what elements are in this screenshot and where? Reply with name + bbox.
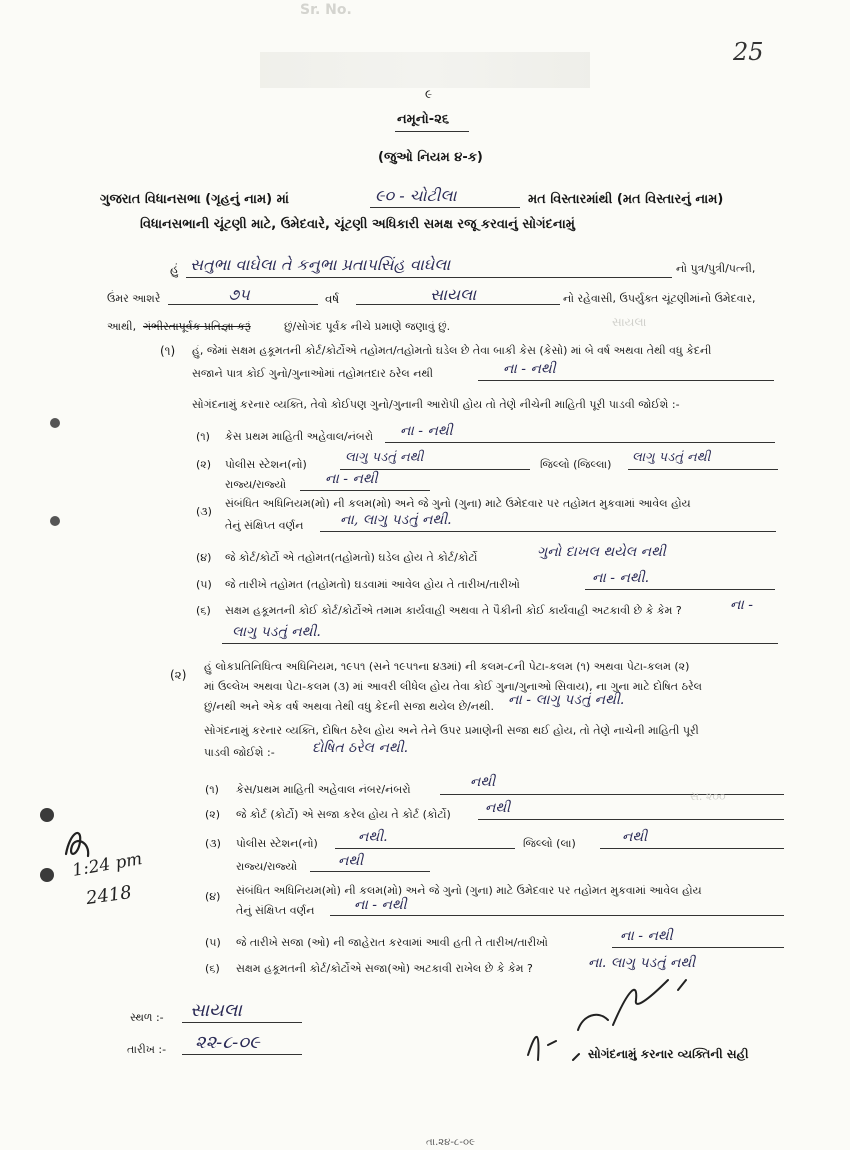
s2-i2-line xyxy=(478,819,784,820)
s2-i1-num: (૧) xyxy=(205,783,219,796)
s2-i4-fill: ના - નથી xyxy=(354,897,407,913)
stamp-fragment-2: સ. ૨૦૦ xyxy=(690,790,726,803)
s1-i2-line xyxy=(340,469,530,470)
s1-fill-line xyxy=(478,380,774,381)
s2-text-c-fill: ના - લાગુ પડતું નથી. xyxy=(508,692,625,708)
s2-i4-line xyxy=(330,915,784,916)
s1-i2-dist-fill: લાગુ પડતું નથી xyxy=(632,450,711,465)
corner-number: 25 xyxy=(733,38,764,66)
s1-i2-state-fill: ના - નથી xyxy=(325,471,378,487)
s1-i4-label: જે કોર્ટ/કોર્ટો એ તહોમત(તહોમતો) ઘડેલ હોય તે કોર્ટ/કોર્ટો xyxy=(225,551,478,564)
stamp-fragment-1: સાયલા xyxy=(612,315,647,329)
resident-label: નો રહેવાસી, ઉપર્યુક્ત ચૂંટણીમાંનો ઉમેદવાર, xyxy=(563,292,756,305)
place-line xyxy=(182,1022,302,1023)
s1-i4-fill: ગુનો દાખલ થયેલ નથી xyxy=(537,544,666,560)
s1-i5-fill: ના - નથી. xyxy=(592,570,650,586)
s1-i2-label: પોલીસ સ્ટેશન(નો) xyxy=(225,458,307,471)
intro-l3-pre: આથી, xyxy=(107,320,137,333)
s2-i4-num: (૪) xyxy=(205,890,221,903)
s2-i6-label: સક્ષમ હકૂમતની કોર્ટ/કોર્ટોએ સજા(ઓ) અટકાવી રાખેલ છે કે કેમ ? xyxy=(236,962,533,975)
s1-i5-num: (૫) xyxy=(196,578,212,591)
s2-i3-line xyxy=(335,848,515,849)
ghost-banner xyxy=(260,52,590,88)
s1-i3-label-b: તેનું સંક્ષિપ્ત વર્ણન xyxy=(225,519,304,532)
s1-i6-fill-a: ના - xyxy=(730,597,754,613)
s2-text-b: માં ઉલ્લેખ અથવા પેટા-કલમ (૩) માં આવરી લીધેલ હોય તેવા કોઈ ગુના/ગુનાઓ સિવાય), ના ગુના માટે દોષિત ઠરેલ xyxy=(204,680,702,693)
intro-hu: હું xyxy=(170,262,179,276)
age-line xyxy=(168,304,318,305)
s1-i5-line xyxy=(585,589,775,590)
s1-i1-num: (૧) xyxy=(196,430,210,443)
constituency-fill: ૯૦ - ચોટીલા xyxy=(375,186,457,205)
years-label: વર્ષ xyxy=(325,292,340,306)
s2-i3-state-fill: નથી xyxy=(338,853,364,869)
s1-i6-label: સક્ષમ હકૂમતની કોઈ કોર્ટ/કોર્ટોએ તમામ કાર્યવાહી અથવા તે પૈકીની કોઈ કાર્યવાહી અટકાવી છે કે કેમ ? xyxy=(225,604,682,617)
ghost-serial: Sr. No. xyxy=(300,2,352,18)
s1-i2-state-line xyxy=(300,490,430,491)
heading-line1-b: મત વિસ્તારમાંથી (મત વિસ્તારનું નામ) xyxy=(528,192,724,207)
title-underline xyxy=(395,131,469,132)
s1-i3-line xyxy=(320,531,776,532)
s1-i1-fill: ના - નથી xyxy=(400,423,453,439)
intro-l3-struck: ગંભીરતાપૂર્વક પ્રતિજ્ઞા કરૂં xyxy=(143,320,251,333)
s1-i3-num: (૩) xyxy=(196,505,212,518)
binder-hole xyxy=(50,516,60,526)
margin-number: 2418 xyxy=(84,881,134,910)
town-value: સાયલા xyxy=(430,285,477,304)
s2-i2-fill: નથી xyxy=(485,800,511,816)
age-label: ઉંમર આશરે xyxy=(107,292,161,305)
s1-i1-label: કેસ પ્રથમ માહિતી અહેવાલ/નંબરો xyxy=(225,430,374,443)
age-value: ૭૫ xyxy=(228,285,250,304)
s1-i4-num: (૪) xyxy=(196,551,212,564)
binder-hole xyxy=(40,808,54,822)
s2-i1-line xyxy=(440,794,784,795)
s1-text-a: હું, જેમાં સક્ષમ હકૂમતની કોર્ટ/કોર્ટોએ તહોમત/તહોમતો ઘડેલ છે તેવા બાકી કેસ (કેસો) માં બે વર્ષ અથવા તેથી વધુ કેદની xyxy=(192,344,712,357)
s2-i2-num: (૨) xyxy=(205,808,221,821)
s2-i3-label: પોલીસ સ્ટેશન(નો) xyxy=(236,837,318,850)
s2-text-a: હું લોકપ્રતિનિધિત્વ અધિનિયમ, ૧૯૫૧ (સને ૧૯૫૧ના ૪૩માં) ની કલમ-૮ની પેટા-કલમ (૧) અથવા પેટા-કલમ (૨) xyxy=(204,660,690,673)
s2-number: (૨) xyxy=(170,668,187,682)
place-value: સાયલા xyxy=(190,1000,242,1021)
s1-text-b: સજાને પાત્ર કોઈ ગુનો/ગુનાઓમાં તહોમતદાર ઠરેલ નથી xyxy=(192,367,433,380)
signature-caption: સોગંદનામું કરનાર વ્યક્તિની સહી xyxy=(588,1047,749,1061)
s2-i5-line xyxy=(612,947,784,948)
s2-i1-label: કેસ/પ્રથમ માહિતી અહેવાલ નંબર/નંબરો xyxy=(236,783,411,796)
s2-sub-fill: દોષિત ઠરેલ નથી. xyxy=(312,740,409,756)
name-line xyxy=(186,277,672,278)
heading-line1-a: ગુજરાત વિધાનસભા (ગૃહનું નામ) માં xyxy=(100,192,289,207)
candidate-name: સતુભા વાઘેલા તે કનુભા પ્રતાપસિંહ વાઘેલા xyxy=(190,255,451,274)
s2-i3-num: (૩) xyxy=(205,837,221,850)
s1-i6-num: (૬) xyxy=(196,604,211,617)
s1-i1-line xyxy=(385,442,775,443)
s2-i3-fill: નથી. xyxy=(358,829,388,845)
margin-time: 1:24 pm xyxy=(70,849,144,881)
s2-sub-b: પાડવી જોઈશે :- xyxy=(204,746,275,759)
s2-i6-num: (૬) xyxy=(205,962,220,975)
constituency-line xyxy=(370,207,520,208)
s1-i2-fill: લાગુ પડતું નથી xyxy=(345,450,424,465)
s1-i5-label: જે તારીખે તહોમત (તહોમતો) ઘડવામાં આવેલ હોય તે તારીખ/તારીખો xyxy=(225,578,520,591)
s1-fill: ના - નથી xyxy=(503,361,556,377)
s2-i3-state-label: રાજ્ય/રાજ્યો xyxy=(236,860,298,873)
s1-i2-dist-line xyxy=(628,469,778,470)
date-value: ૨૨-૮-૦૯ xyxy=(195,1032,260,1053)
s1-i2-num: (૨) xyxy=(196,458,212,471)
s2-i5-num: (૫) xyxy=(205,936,221,949)
s1-i3-fill: ના, લાગુ પડતું નથી. xyxy=(340,512,452,528)
date-label: તારીખ :- xyxy=(127,1043,167,1056)
heading-line2: વિધાનસભાની ચૂંટણી માટે, ઉમેદવારે, ચૂંટણી અધિકારી સમક્ષ રજૂ કરવાનું સોગંદનામું xyxy=(140,217,575,232)
s2-i4-label-b: તેનું સંક્ષિપ્ત વર્ણન xyxy=(236,904,315,917)
s1-sub: સોગંદનામું કરનાર વ્યક્તિ, તેવો કોઈપણ ગુનો/ગુનાની આરોપી હોય તો તેણે નીચેની માહિતી પૂરી પાડવી જોઈશે :- xyxy=(192,398,680,411)
binder-hole xyxy=(40,868,54,882)
s2-i6-fill: ના. લાગુ પડતું નથી xyxy=(588,955,696,971)
s1-i3-label-a: સંબંધિત અધિનિયમ(મો) ની કલમ(મો) અને જે ગુનો (ગુના) માટે ઉમેદવાર પર તહોમત મુકવામાં આવેલ હોય xyxy=(225,497,691,510)
intro-l3-post: છું/સોગંદ પૂર્વક નીચે પ્રમાણે જણાવું છું. xyxy=(284,320,451,333)
s2-i4-label-a: સંબંધિત અધિનિયમ(મો) ની કલમ(મો) અને જે ગુનો (ગુના) માટે ઉમેદવાર પર તહોમત મુકવામાં આવેલ હોય xyxy=(236,884,702,897)
s2-i3-dist-fill: નથી xyxy=(622,829,648,845)
s1-i2-dist-label: જિલ્લો (જિલ્લા) xyxy=(540,458,612,471)
s1-i2-state-label: રાજ્ય/રાજ્યો xyxy=(225,478,287,491)
s2-sub-a: સોગંદનામું કરનાર વ્યક્તિ, દોષિત ઠરેલ હોય અને તેને ઉપર પ્રમાણેની સજા થઈ હોય, તો તેણે નાચેની માહિતી પૂરી xyxy=(204,724,699,737)
s2-i3-dist-line xyxy=(600,848,784,849)
s2-i1-fill: નથી xyxy=(470,774,496,790)
margin-initial-scribble xyxy=(62,822,96,862)
town-line xyxy=(356,304,560,305)
bottom-note: તા.૨૪-૮-૦૯ xyxy=(426,1137,475,1148)
binder-hole xyxy=(50,418,60,428)
s2-i2-label: જે કોર્ટ (કોર્ટો) એ સજા કરેલ હોય તે કોર્ટ (કોર્ટો) xyxy=(236,808,451,821)
son-of-label: નો પુત્ર/પુત્રી/પત્ની, xyxy=(676,262,756,275)
form-subtitle: (જુઓ નિયમ ૪-ક) xyxy=(378,150,483,165)
form-title: નમૂનો-૨૬ xyxy=(397,112,450,127)
s2-text-c: છું/નથી અને એક વર્ષ અથવા તેથી વધુ કેદની સજા થયેલ છે/નથી. xyxy=(204,700,495,713)
date-line xyxy=(182,1054,302,1055)
s1-i6-line xyxy=(222,643,778,644)
s1-number: (૧) xyxy=(160,344,176,358)
page-number: ૯ xyxy=(425,87,433,101)
s2-i3-state-line xyxy=(310,871,430,872)
s2-i5-fill: ના - નથી xyxy=(620,928,673,944)
s2-i5-label: જે તારીખે સજા (ઓ) ની જાહેરાત કરવામાં આવી હતી તે તારીખ/તારીખો xyxy=(236,936,548,949)
s2-i3-dist-label: જિલ્લો (લા) xyxy=(523,837,576,850)
place-label: સ્થળ :- xyxy=(130,1011,164,1024)
s1-i6-fill-b: લાગુ પડતું નથી. xyxy=(232,624,321,640)
